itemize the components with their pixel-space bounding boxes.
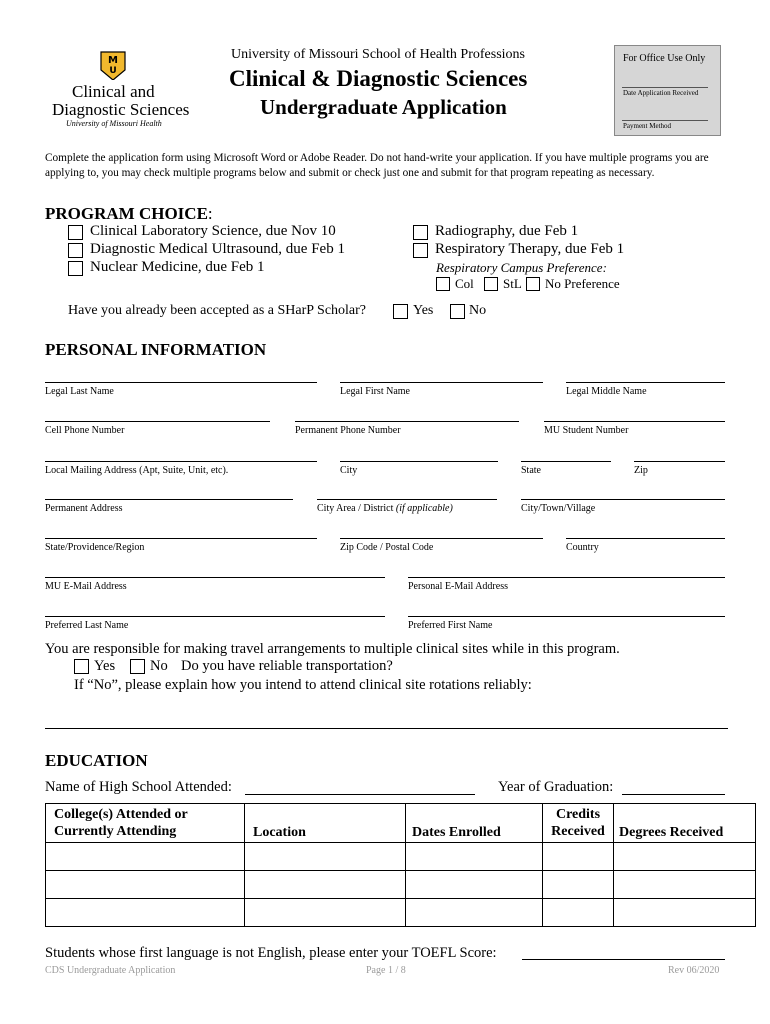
- table-cell[interactable]: [543, 899, 614, 927]
- office-date-label: Date Application Received: [623, 89, 699, 97]
- graduation-year-label: Year of Graduation:: [498, 779, 614, 795]
- checkbox-campus-stl[interactable]: [484, 277, 498, 291]
- col-dates: Dates Enrolled: [406, 804, 543, 843]
- school-name: University of Missouri School of Health Professions: [231, 47, 525, 62]
- first-name-label: Legal First Name: [340, 386, 410, 397]
- col-degrees: Degrees Received: [614, 804, 756, 843]
- logo-line-3: University of Missouri Health: [66, 119, 162, 128]
- cell-phone-field[interactable]: [45, 421, 270, 422]
- transport-explain-label: If “No”, please explain how you intend to attend clinical site rotations reliably:: [74, 677, 532, 693]
- state-field[interactable]: [521, 461, 611, 462]
- middle-name-label: Legal Middle Name: [566, 386, 647, 397]
- option-clinical-lab: Clinical Laboratory Science, due Nov 10: [90, 223, 336, 239]
- university-logo: [99, 50, 127, 80]
- table-row: [46, 871, 756, 899]
- table-cell[interactable]: [614, 871, 756, 899]
- col-location: Location: [245, 804, 406, 843]
- last-name-label: Legal Last Name: [45, 386, 114, 397]
- table-row: [46, 843, 756, 871]
- office-payment-line: [622, 120, 708, 121]
- logo-line-2: Diagnostic Sciences: [52, 100, 190, 119]
- state-label: State: [521, 465, 541, 476]
- campus-stl-label: StL: [503, 276, 522, 291]
- tiger-shield-icon: [99, 50, 127, 80]
- high-school-label: Name of High School Attended:: [45, 779, 232, 795]
- country-field[interactable]: [566, 538, 725, 539]
- last-name-field[interactable]: [45, 382, 317, 383]
- program-heading-text: PROGRAM CHOICE: [45, 204, 208, 223]
- pref-last-field[interactable]: [45, 616, 385, 617]
- city-area-label: [317, 503, 453, 514]
- perm-phone-label: Permanent Phone Number: [295, 425, 401, 436]
- cell-phone-label: Cell Phone Number: [45, 425, 125, 436]
- table-row: [46, 899, 756, 927]
- table-cell[interactable]: [245, 871, 406, 899]
- transport-no-label: No: [150, 658, 168, 674]
- checkbox-ultrasound[interactable]: [68, 243, 83, 258]
- personal-email-field[interactable]: [408, 577, 725, 578]
- city-area-text: City Area / District: [317, 503, 396, 514]
- city-town-field[interactable]: [521, 499, 725, 500]
- svg-text:U: U: [109, 66, 117, 76]
- checkbox-transport-yes[interactable]: [74, 659, 89, 674]
- city-field[interactable]: [340, 461, 498, 462]
- table-cell[interactable]: [46, 899, 245, 927]
- perm-address-label: Permanent Address: [45, 503, 123, 514]
- transport-explain-field[interactable]: [45, 728, 728, 729]
- perm-phone-field[interactable]: [295, 421, 519, 422]
- city-town-label: City/Town/Village: [521, 503, 596, 514]
- zip-postal-label: Zip Code / Postal Code: [340, 542, 434, 553]
- option-radiography: Radiography, due Feb 1: [435, 223, 579, 239]
- svg-text:M: M: [108, 55, 118, 66]
- mu-number-field[interactable]: [544, 421, 725, 422]
- pref-first-label: Preferred First Name: [408, 620, 493, 631]
- city-label: City: [340, 465, 358, 476]
- checkbox-campus-no-pref[interactable]: [526, 277, 540, 291]
- page-title: Clinical & Diagnostic Sciences: [229, 66, 528, 91]
- checkbox-campus-col[interactable]: [436, 277, 450, 291]
- state-prov-field[interactable]: [45, 538, 317, 539]
- pref-first-field[interactable]: [408, 616, 725, 617]
- zip-label: Zip: [634, 465, 648, 476]
- education-heading: EDUCATION: [45, 751, 148, 770]
- sharp-no-label: No: [469, 303, 487, 318]
- checkbox-respiratory[interactable]: [413, 243, 428, 258]
- mu-number-label: MU Student Number: [544, 425, 629, 436]
- local-address-field[interactable]: [45, 461, 317, 462]
- page-subtitle: Undergraduate Application: [260, 95, 507, 119]
- col-college: [46, 804, 245, 843]
- footer-page-number: Page 1 / 8: [366, 965, 406, 976]
- middle-name-field[interactable]: [566, 382, 725, 383]
- perm-address-field[interactable]: [45, 499, 293, 500]
- city-area-note: (if applicable): [395, 503, 453, 514]
- country-label: Country: [566, 542, 599, 553]
- table-cell[interactable]: [46, 871, 245, 899]
- sharp-question: Have you already been accepted as a SHarP Scholar?: [68, 303, 367, 318]
- footer-left: CDS Undergraduate Application: [45, 965, 176, 976]
- office-use-box: [614, 45, 721, 136]
- office-payment-label: Payment Method: [623, 122, 672, 130]
- office-date-line: [622, 87, 708, 88]
- option-ultrasound: Diagnostic Medical Ultrasound, due Feb 1: [90, 241, 345, 257]
- checkbox-sharp-yes[interactable]: [393, 304, 408, 319]
- checkbox-nuclear-medicine[interactable]: [68, 261, 83, 276]
- local-address-label: Local Mailing Address (Apt, Suite, Unit, etc).: [45, 465, 229, 476]
- program-choice-heading: [45, 204, 213, 224]
- table-cell[interactable]: [406, 843, 543, 871]
- campus-col-label: Col: [455, 276, 474, 291]
- col-credits-line1: Credits: [555, 807, 601, 822]
- table-cell[interactable]: [543, 843, 614, 871]
- education-table: [45, 803, 756, 927]
- personal-email-label: Personal E-Mail Address: [408, 581, 508, 592]
- education-table-header: [46, 804, 756, 843]
- personal-info-heading: PERSONAL INFORMATION: [45, 340, 267, 359]
- zip-postal-field[interactable]: [340, 538, 543, 539]
- table-cell[interactable]: [406, 899, 543, 927]
- checkbox-clinical-lab[interactable]: [68, 225, 83, 240]
- toefl-label: Students whose first language is not English, please enter your TOEFL Score:: [45, 945, 497, 961]
- pref-last-label: Preferred Last Name: [45, 620, 129, 631]
- col-college-line2: Currently Attending: [54, 824, 177, 839]
- col-college-line1: College(s) Attended or: [54, 807, 188, 822]
- sharp-yes-label: Yes: [413, 303, 434, 318]
- transport-yes-label: Yes: [94, 658, 116, 674]
- instructions-text: Complete the application form using Microsoft Word or Adobe Reader. Do not hand-write your application. If you have multiple programs you are applying to, you may check multiple programs below and submit or check just one and submit for that program repeating as necessary.: [45, 152, 709, 179]
- checkbox-transport-no[interactable]: [130, 659, 145, 674]
- col-credits-line2: Received: [551, 824, 605, 839]
- option-respiratory: Respiratory Therapy, due Feb 1: [435, 241, 625, 257]
- checkbox-sharp-no[interactable]: [450, 304, 465, 319]
- col-credits: [543, 804, 614, 843]
- office-use-title: For Office Use Only: [623, 53, 706, 64]
- campus-preference-label: Respiratory Campus Preference:: [436, 260, 607, 275]
- table-cell[interactable]: [245, 899, 406, 927]
- table-cell[interactable]: [406, 871, 543, 899]
- high-school-field[interactable]: [245, 794, 475, 795]
- table-cell[interactable]: [245, 843, 406, 871]
- state-prov-label: State/Providence/Region: [45, 542, 145, 553]
- zip-field[interactable]: [634, 461, 725, 462]
- logo-line-1: Clinical and: [72, 82, 155, 101]
- city-area-field[interactable]: [317, 499, 497, 500]
- program-heading-colon: :: [207, 204, 213, 223]
- table-cell[interactable]: [543, 871, 614, 899]
- campus-preference-text: Respiratory Campus Preference: [436, 260, 603, 275]
- footer-revision: Rev 06/2020: [668, 965, 720, 976]
- transport-question: Do you have reliable transportation?: [181, 658, 393, 674]
- table-cell[interactable]: [46, 843, 245, 871]
- mu-email-field[interactable]: [45, 577, 385, 578]
- travel-text: You are responsible for making travel arrangements to multiple clinical sites while in this program.: [45, 641, 620, 657]
- campus-no-pref-label: No Preference: [545, 276, 620, 291]
- option-nuclear-medicine: Nuclear Medicine, due Feb 1: [90, 259, 265, 275]
- checkbox-radiography[interactable]: [413, 225, 428, 240]
- table-cell[interactable]: [614, 843, 756, 871]
- table-cell[interactable]: [614, 899, 756, 927]
- graduation-year-field[interactable]: [622, 794, 725, 795]
- first-name-field[interactable]: [340, 382, 543, 383]
- mu-email-label: MU E-Mail Address: [45, 581, 127, 592]
- toefl-field[interactable]: [522, 959, 725, 960]
